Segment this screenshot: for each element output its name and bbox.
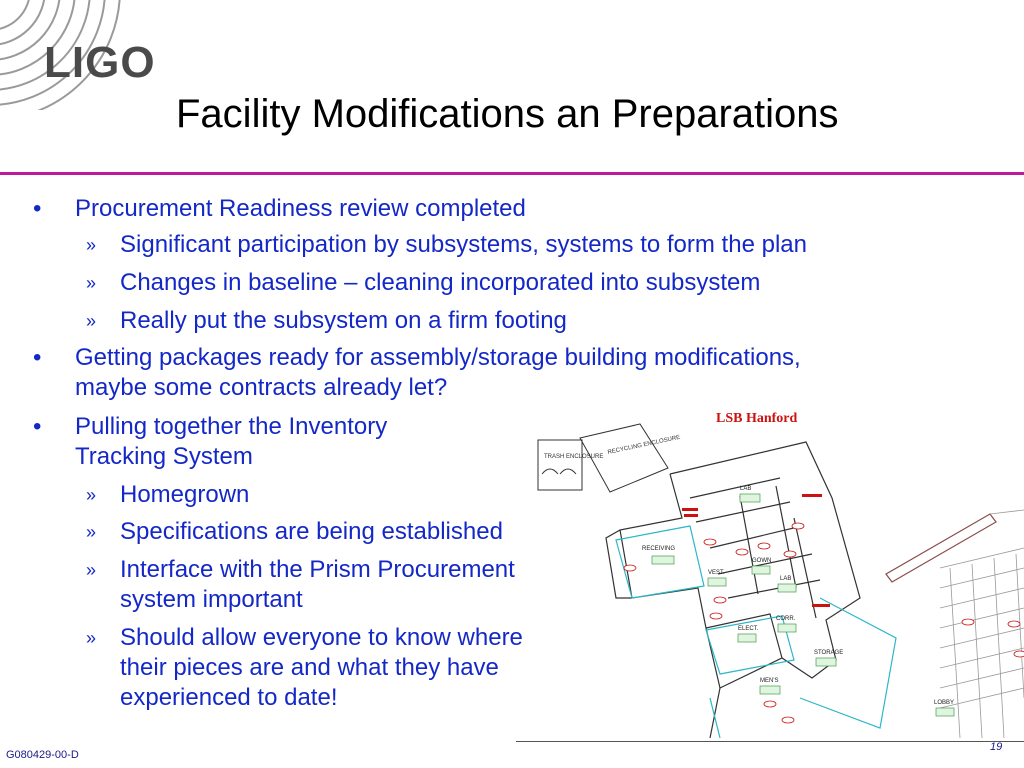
sub-bullet-item — [86, 480, 250, 510]
room-label-lab: LAB — [740, 486, 752, 492]
floor-plan-title: LSB Hanford — [716, 411, 798, 426]
bullet-text: Procurement Readiness review completed — [75, 195, 526, 222]
bullet-text: Significant participation by subsystems, systems to form the plan — [120, 231, 807, 258]
bullet-text-line: their pieces are and what they have — [120, 654, 499, 681]
bullet-marker: • — [33, 413, 42, 440]
bullet-item — [33, 412, 388, 472]
bullet-marker: • — [33, 195, 42, 222]
sub-bullet-item — [86, 268, 761, 298]
bullet-item — [33, 194, 526, 224]
ligo-logo: LIGO — [44, 38, 156, 87]
page-number: 19 — [990, 741, 1003, 753]
room-label-elect: ELECT. — [738, 626, 759, 632]
bullet-text-line: Getting packages ready for assembly/storage building modifications, — [75, 344, 801, 371]
room-label-corr: CORR. — [776, 616, 796, 622]
red-annotations — [682, 494, 830, 607]
bullet-text-line: experienced to date! — [120, 684, 338, 711]
sub-bullet-item — [86, 623, 523, 713]
room-label-storage: STORAGE — [814, 650, 844, 656]
bullet-text-line: Tracking System — [75, 443, 253, 470]
recycling-enclosure-label: RECYCLING ENCLOSURE — [607, 434, 681, 456]
bullet-text-line: system important — [120, 586, 303, 613]
title-divider — [0, 172, 1024, 175]
right-wing-outline — [886, 514, 996, 582]
bullet-marker: • — [33, 344, 42, 371]
sub-bullet-marker: » — [86, 522, 97, 542]
sub-bullet-item — [86, 517, 503, 547]
sub-bullet-marker: » — [86, 311, 97, 331]
room-label-gown: GOWN — [752, 558, 772, 564]
building-walls — [606, 442, 860, 738]
room-label-lab-2: LAB — [780, 576, 792, 582]
bullet-item — [33, 343, 801, 403]
room-label-vest: VEST. — [708, 570, 725, 576]
sub-bullet-item — [86, 230, 807, 260]
sub-bullet-item — [86, 555, 515, 615]
bullet-text-line: Should allow everyone to know where — [120, 624, 523, 651]
floor-plan-drawing — [520, 398, 1024, 738]
sub-bullet-marker: » — [86, 560, 97, 580]
slide-title: Facility Modifications an Preparations — [176, 92, 839, 136]
bullet-text: Specifications are being established — [120, 518, 503, 545]
bullet-text: Really put the subsystem on a firm footing — [120, 307, 567, 334]
room-markers — [624, 523, 1024, 723]
trash-enclosure-label: TRASH ENCLOSURE — [544, 454, 604, 460]
room-label-lobby: LOBBY — [934, 700, 955, 706]
bullet-text-line: Pulling together the Inventory — [75, 413, 388, 440]
room-label-receiving: RECEIVING — [642, 546, 676, 552]
sub-bullet-marker: » — [86, 273, 97, 293]
bullet-text: Homegrown — [120, 481, 250, 508]
footer-divider — [516, 741, 1024, 742]
sub-bullet-marker: » — [86, 485, 97, 505]
document-id: G080429-00-D — [6, 749, 79, 761]
room-label-mens: MEN'S — [760, 678, 779, 684]
sub-bullet-marker: » — [86, 235, 97, 255]
sub-bullet-marker: » — [86, 628, 97, 648]
bullet-text: Changes in baseline – cleaning incorporated into subsystem — [120, 269, 761, 296]
sub-bullet-item — [86, 306, 567, 336]
bullet-text-line: Interface with the Prism Procurement — [120, 556, 515, 583]
bullet-text-line: maybe some contracts already let? — [75, 374, 448, 401]
